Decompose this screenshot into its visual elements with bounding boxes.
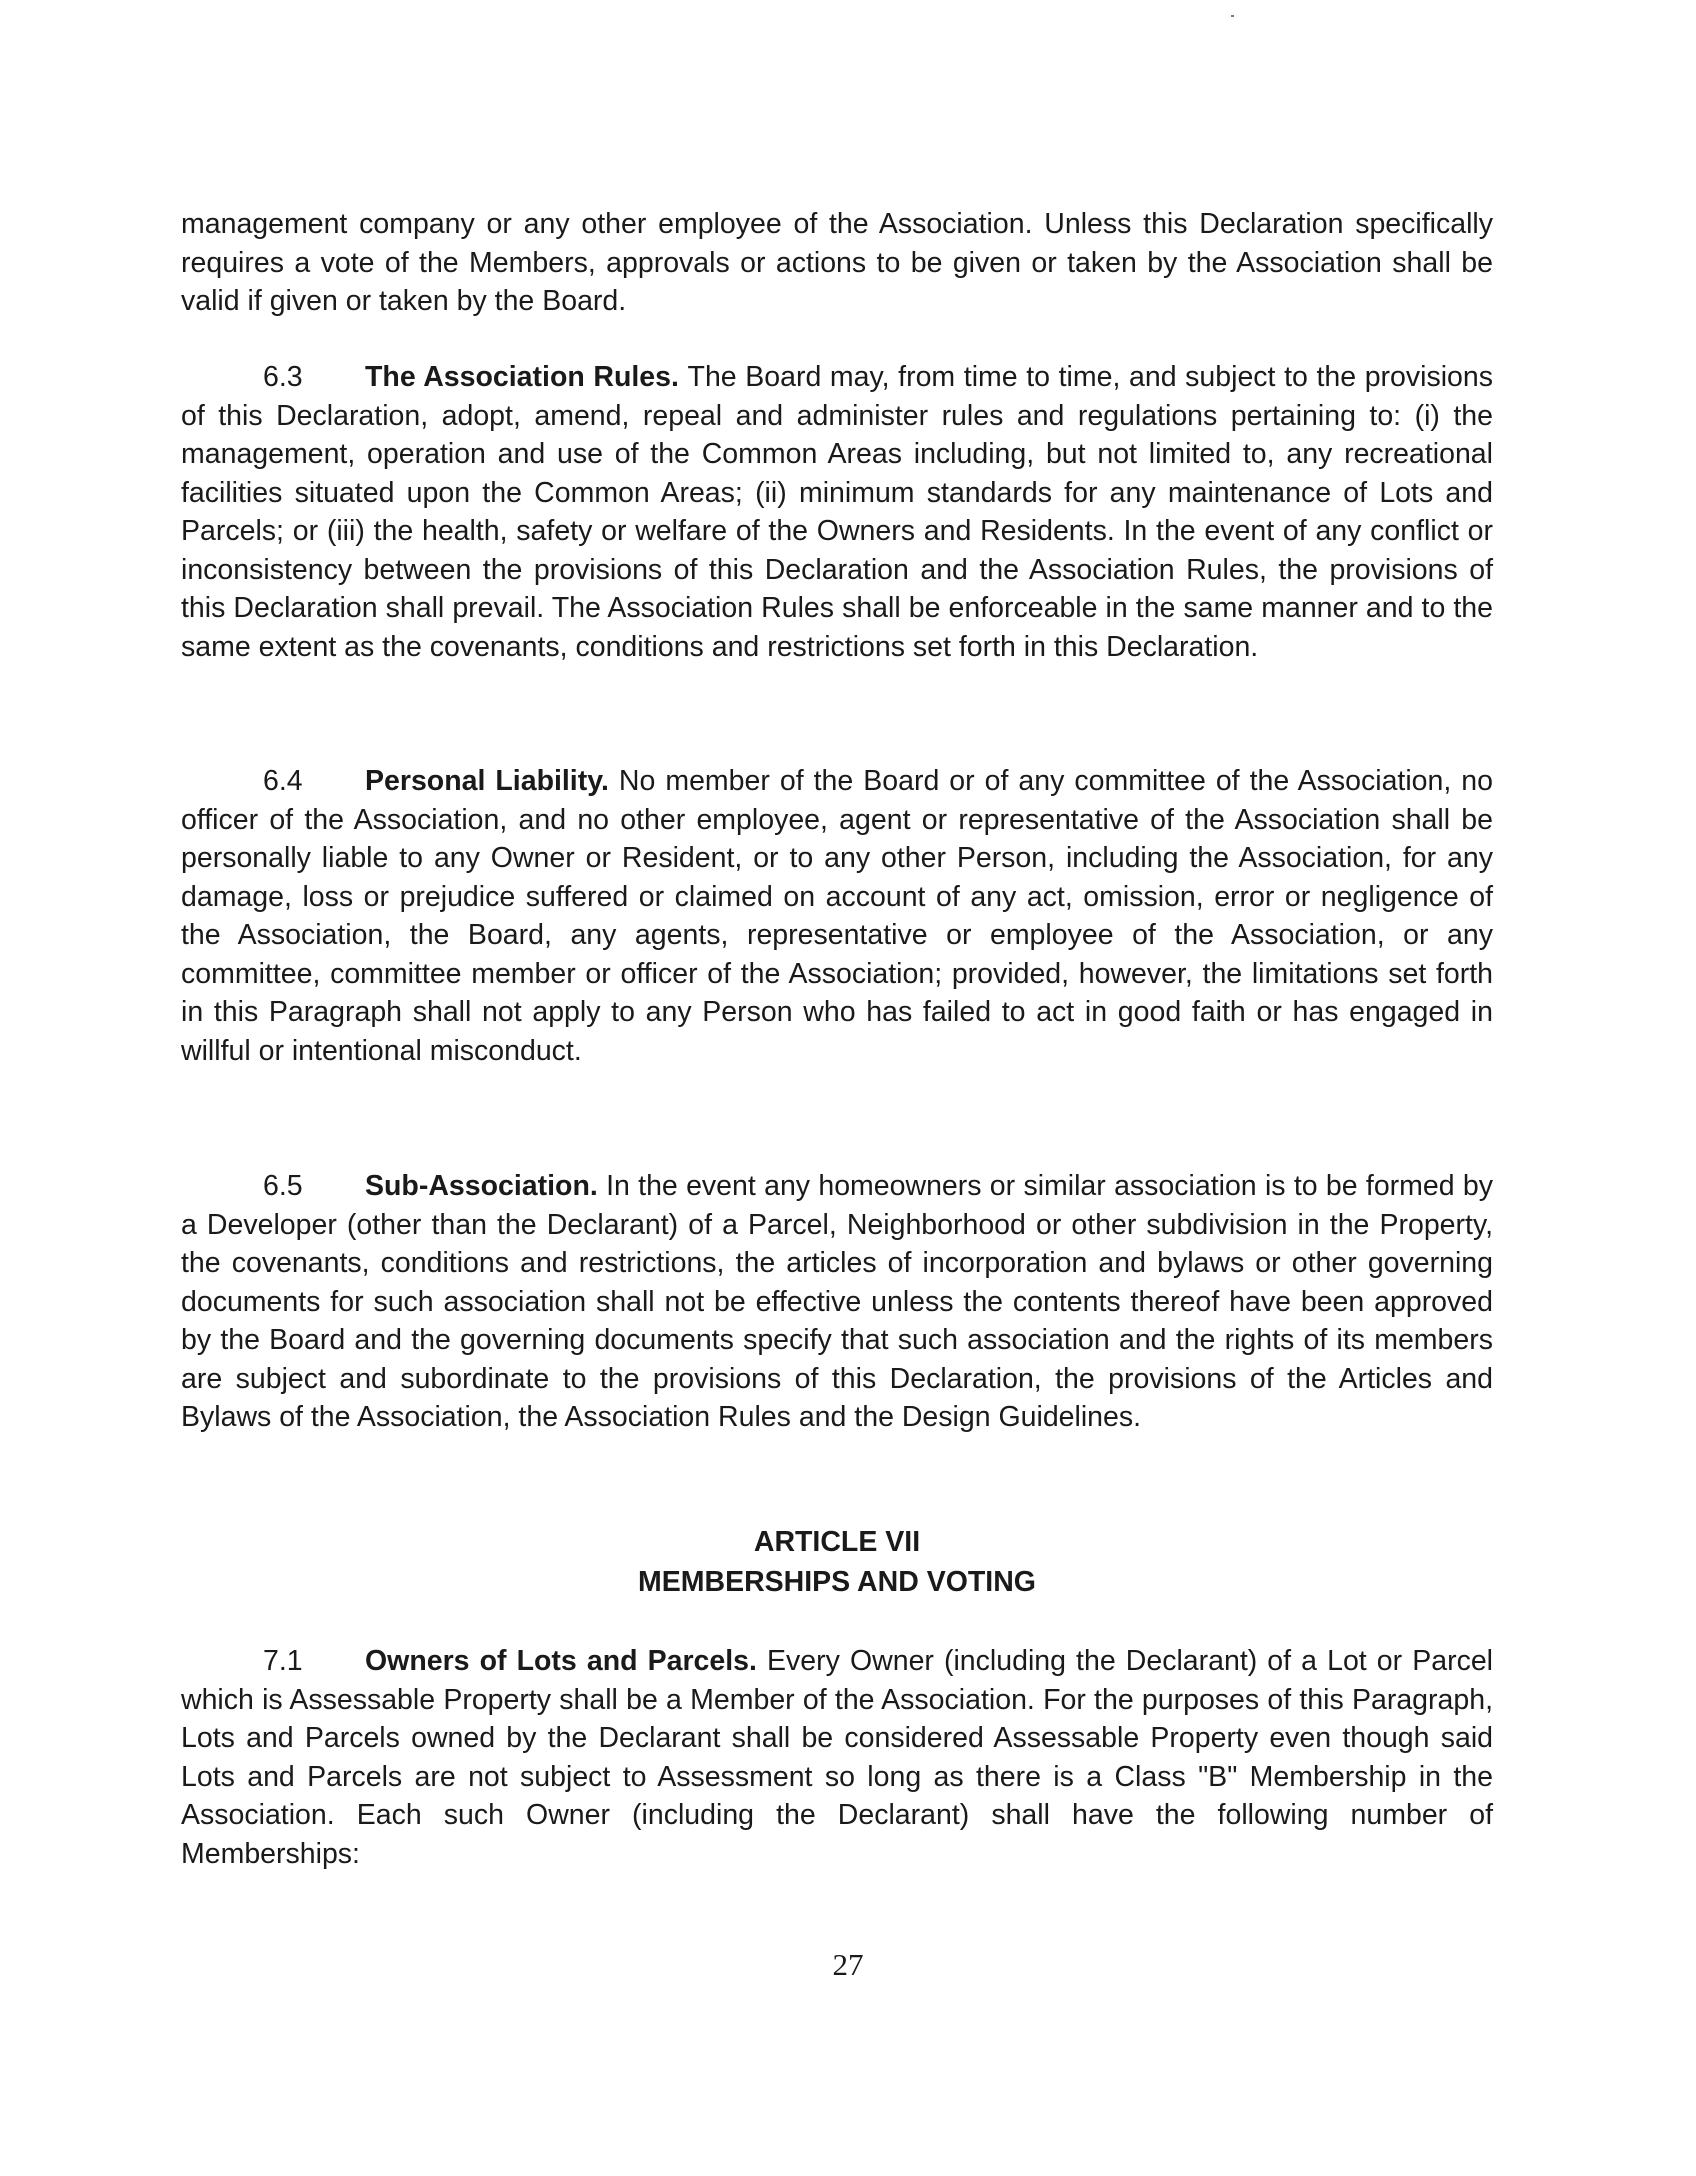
section-body: No member of the Board or of any committee of the Association, no officer of the Association, and no other employee, agent or representative of the Association shall be personally liable to any Owner or Resident, or to any other Person, including the Association, for any damage, loss or prejudice suffered or claimed on account of any act, omission, error or negligence of the Association, the Board, any agents, representative or employee of the Association, or any committee, committee member or officer of the Association; provided, however, the limitations set forth in this Paragraph shall not apply to any Person who has failed to act in good faith or has engaged in willful or intentional misconduct.	[181, 765, 1493, 1067]
section-number: 7.1	[263, 1645, 303, 1677]
section-number: 6.4	[263, 765, 303, 797]
section-7-1	[181, 1642, 1493, 1873]
section-6-4	[181, 762, 1493, 1070]
section-body: The Board may, from time to time, and subject to the provisions of this Declaration, adopt, amend, repeal and administer rules and regulations pertaining to: (i) the management, operation and use of the Common Areas including, but not limited to, any recreational facilities situated upon the Common Areas; (ii) minimum standards for any maintenance of Lots and Parcels; or (iii) the health, safety or welfare of the Owners and Residents. In the event of any conflict or inconsistency between the provisions of this Declaration and the Association Rules, the provisions of this Declaration shall prevail. The Association Rules shall be enforceable in the same manner and to the same extent as the covenants, conditions and restrictions set forth in this Declaration.	[181, 361, 1493, 663]
section-heading: The Association Rules.	[365, 361, 679, 393]
section-number: 6.3	[263, 361, 303, 393]
section-heading: Owners of Lots and Parcels.	[365, 1645, 757, 1677]
section-body: Every Owner (including the Declarant) of a Lot or Parcel which is Assessable Property shall be a Member of the Association. For the purposes of this Paragraph, Lots and Parcels owned by the Declarant shall be considered Assessable Property even though said Lots and Parcels are not subject to Assessment so long as there is a Class "B" Membership in the Association. Each such Owner (including the Declarant) shall have the following number of Memberships:	[181, 1645, 1493, 1870]
section-number: 6.5	[263, 1170, 303, 1202]
section-6-5	[181, 1167, 1493, 1437]
section-body: In the event any homeowners or similar association is to be formed by a Developer (other than the Declarant) of a Parcel, Neighborhood or other subdivision in the Property, the covenants, conditions and restrictions, the articles of incorporation and bylaws or other governing documents for such association shall not be effective unless the contents thereof have been approved by the Board and the governing documents specify that such association and the rights of its members are subject and subordinate to the provisions of this Declaration, the provisions of the Articles and Bylaws of the Association, the Association Rules and the Design Guidelines.	[181, 1170, 1493, 1433]
section-heading: Personal Liability.	[365, 765, 609, 797]
intro-paragraph: management company or any other employee of the Association. Unless this Declaration specifically requires a vote of the Members, approvals or actions to be given or taken by the Association shall be valid if given or taken by the Board.	[181, 208, 1493, 317]
article-number: ARTICLE VII	[753, 1526, 921, 1558]
section-6-3	[181, 358, 1493, 666]
scan-speck	[1231, 15, 1234, 17]
article-title: MEMBERSHIPS AND VOTING	[638, 1566, 1036, 1598]
page-number: 27	[832, 1947, 864, 1982]
section-heading: Sub-Association.	[365, 1170, 598, 1202]
